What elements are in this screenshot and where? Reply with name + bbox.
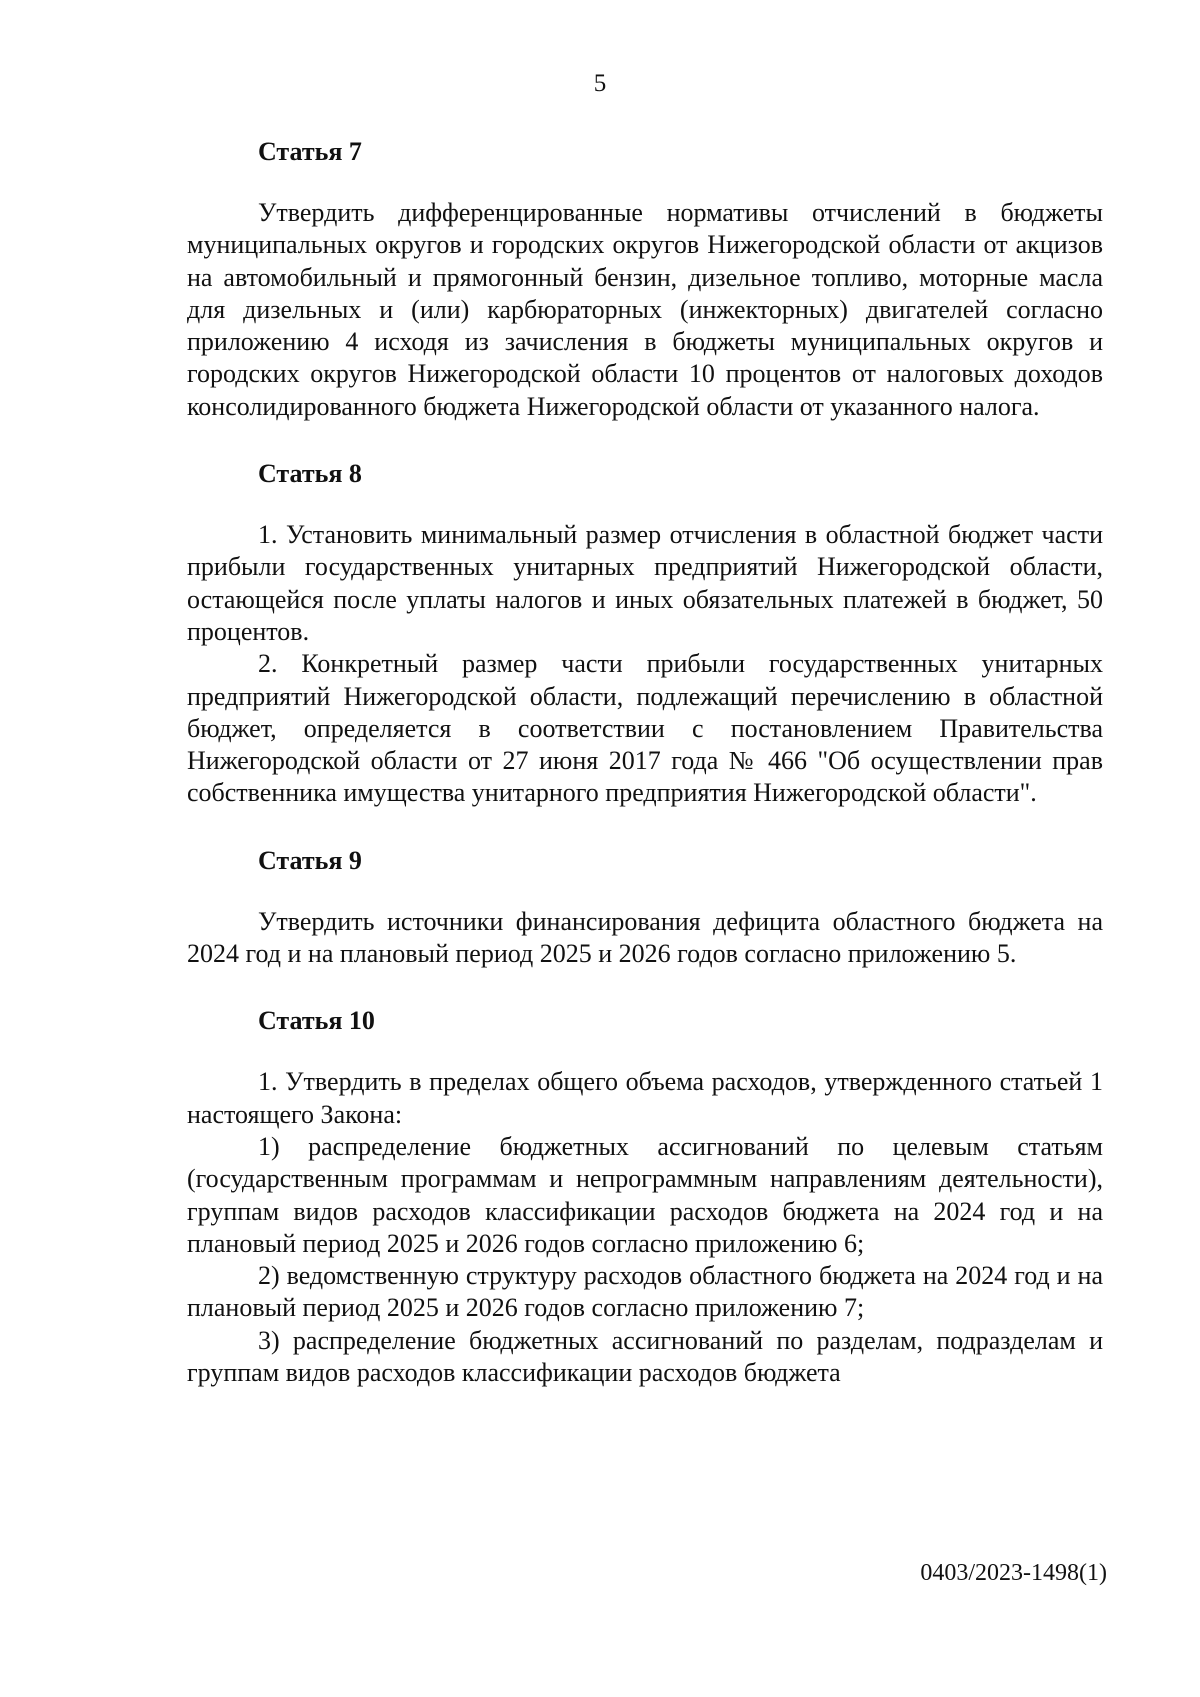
article-7 xyxy=(187,136,1103,423)
article-paragraph: 2. Конкретный размер части прибыли государственных унитарных предприятий Нижегородской области, подлежащий перечислению в областной бюджет, определяется в соответствии с постановлением Правительства Нижегородской области от 27 июня 2017 года № 466 "Об осуществлении прав собственника имущества унитарного предприятия Нижегородской области". xyxy=(187,649,1103,808)
article-paragraph: 1) распределение бюджетных ассигнований по целевым статьям (государственным программам и непрограммным направлениям деятельности), группам видов расходов классификации расходов бюджета на 2024 год и на плановый период 2025 и 2026 годов согласно приложению 6; xyxy=(187,1131,1103,1258)
page-number: 5 xyxy=(593,70,607,97)
article-paragraph: 3) распределение бюджетных ассигнований по разделам, подразделам и группам видов расходов классификации расходов бюджета xyxy=(187,1325,1103,1388)
article-paragraph: 1. Установить минимальный размер отчисления в областной бюджет части прибыли государственных унитарных предприятий Нижегородской области, остающейся после уплаты налогов и иных обязательных платежей в бюджет, 50 процентов. xyxy=(187,520,1103,646)
article-title: Статья 9 xyxy=(258,845,362,875)
document-registration-code: 0403/2023-1498(1) xyxy=(920,1560,1107,1586)
article-10 xyxy=(187,1005,1103,1389)
article-title: Статья 7 xyxy=(258,137,362,166)
article-paragraph: 2) ведомственную структуру расходов областного бюджета на 2024 год и на плановый период 2025 и 2026 годов согласно приложению 7; xyxy=(187,1261,1103,1323)
article-8 xyxy=(187,458,1103,810)
article-title: Статья 8 xyxy=(258,459,362,489)
document-body xyxy=(187,136,1103,1389)
article-paragraph: Утвердить источники финансирования дефицита областного бюджета на 2024 год и на плановый период 2025 и 2026 годов согласно приложению 5. xyxy=(187,906,1103,969)
article-paragraph: Утвердить дифференцированные нормативы отчислений в бюджеты муниципальных округов и городских округов Нижегородской области от акцизов на автомобильный и прямогонный бензин, дизельное топливо, моторные масла для дизельных и (или) карбюраторных (инжекторных) двигателей согласно приложению 4 исходя из зачисления в бюджеты муниципальных округов и городских округов Нижегородской области 10 процентов от налоговых доходов консолидированного бюджета Нижегородской области от указанного налога. xyxy=(187,198,1103,421)
article-paragraph: 1. Утвердить в пределах общего объема расходов, утвержденного статьей 1 настоящего Закона: xyxy=(187,1067,1103,1129)
article-9 xyxy=(187,845,1103,971)
article-title: Статья 10 xyxy=(258,1006,375,1036)
